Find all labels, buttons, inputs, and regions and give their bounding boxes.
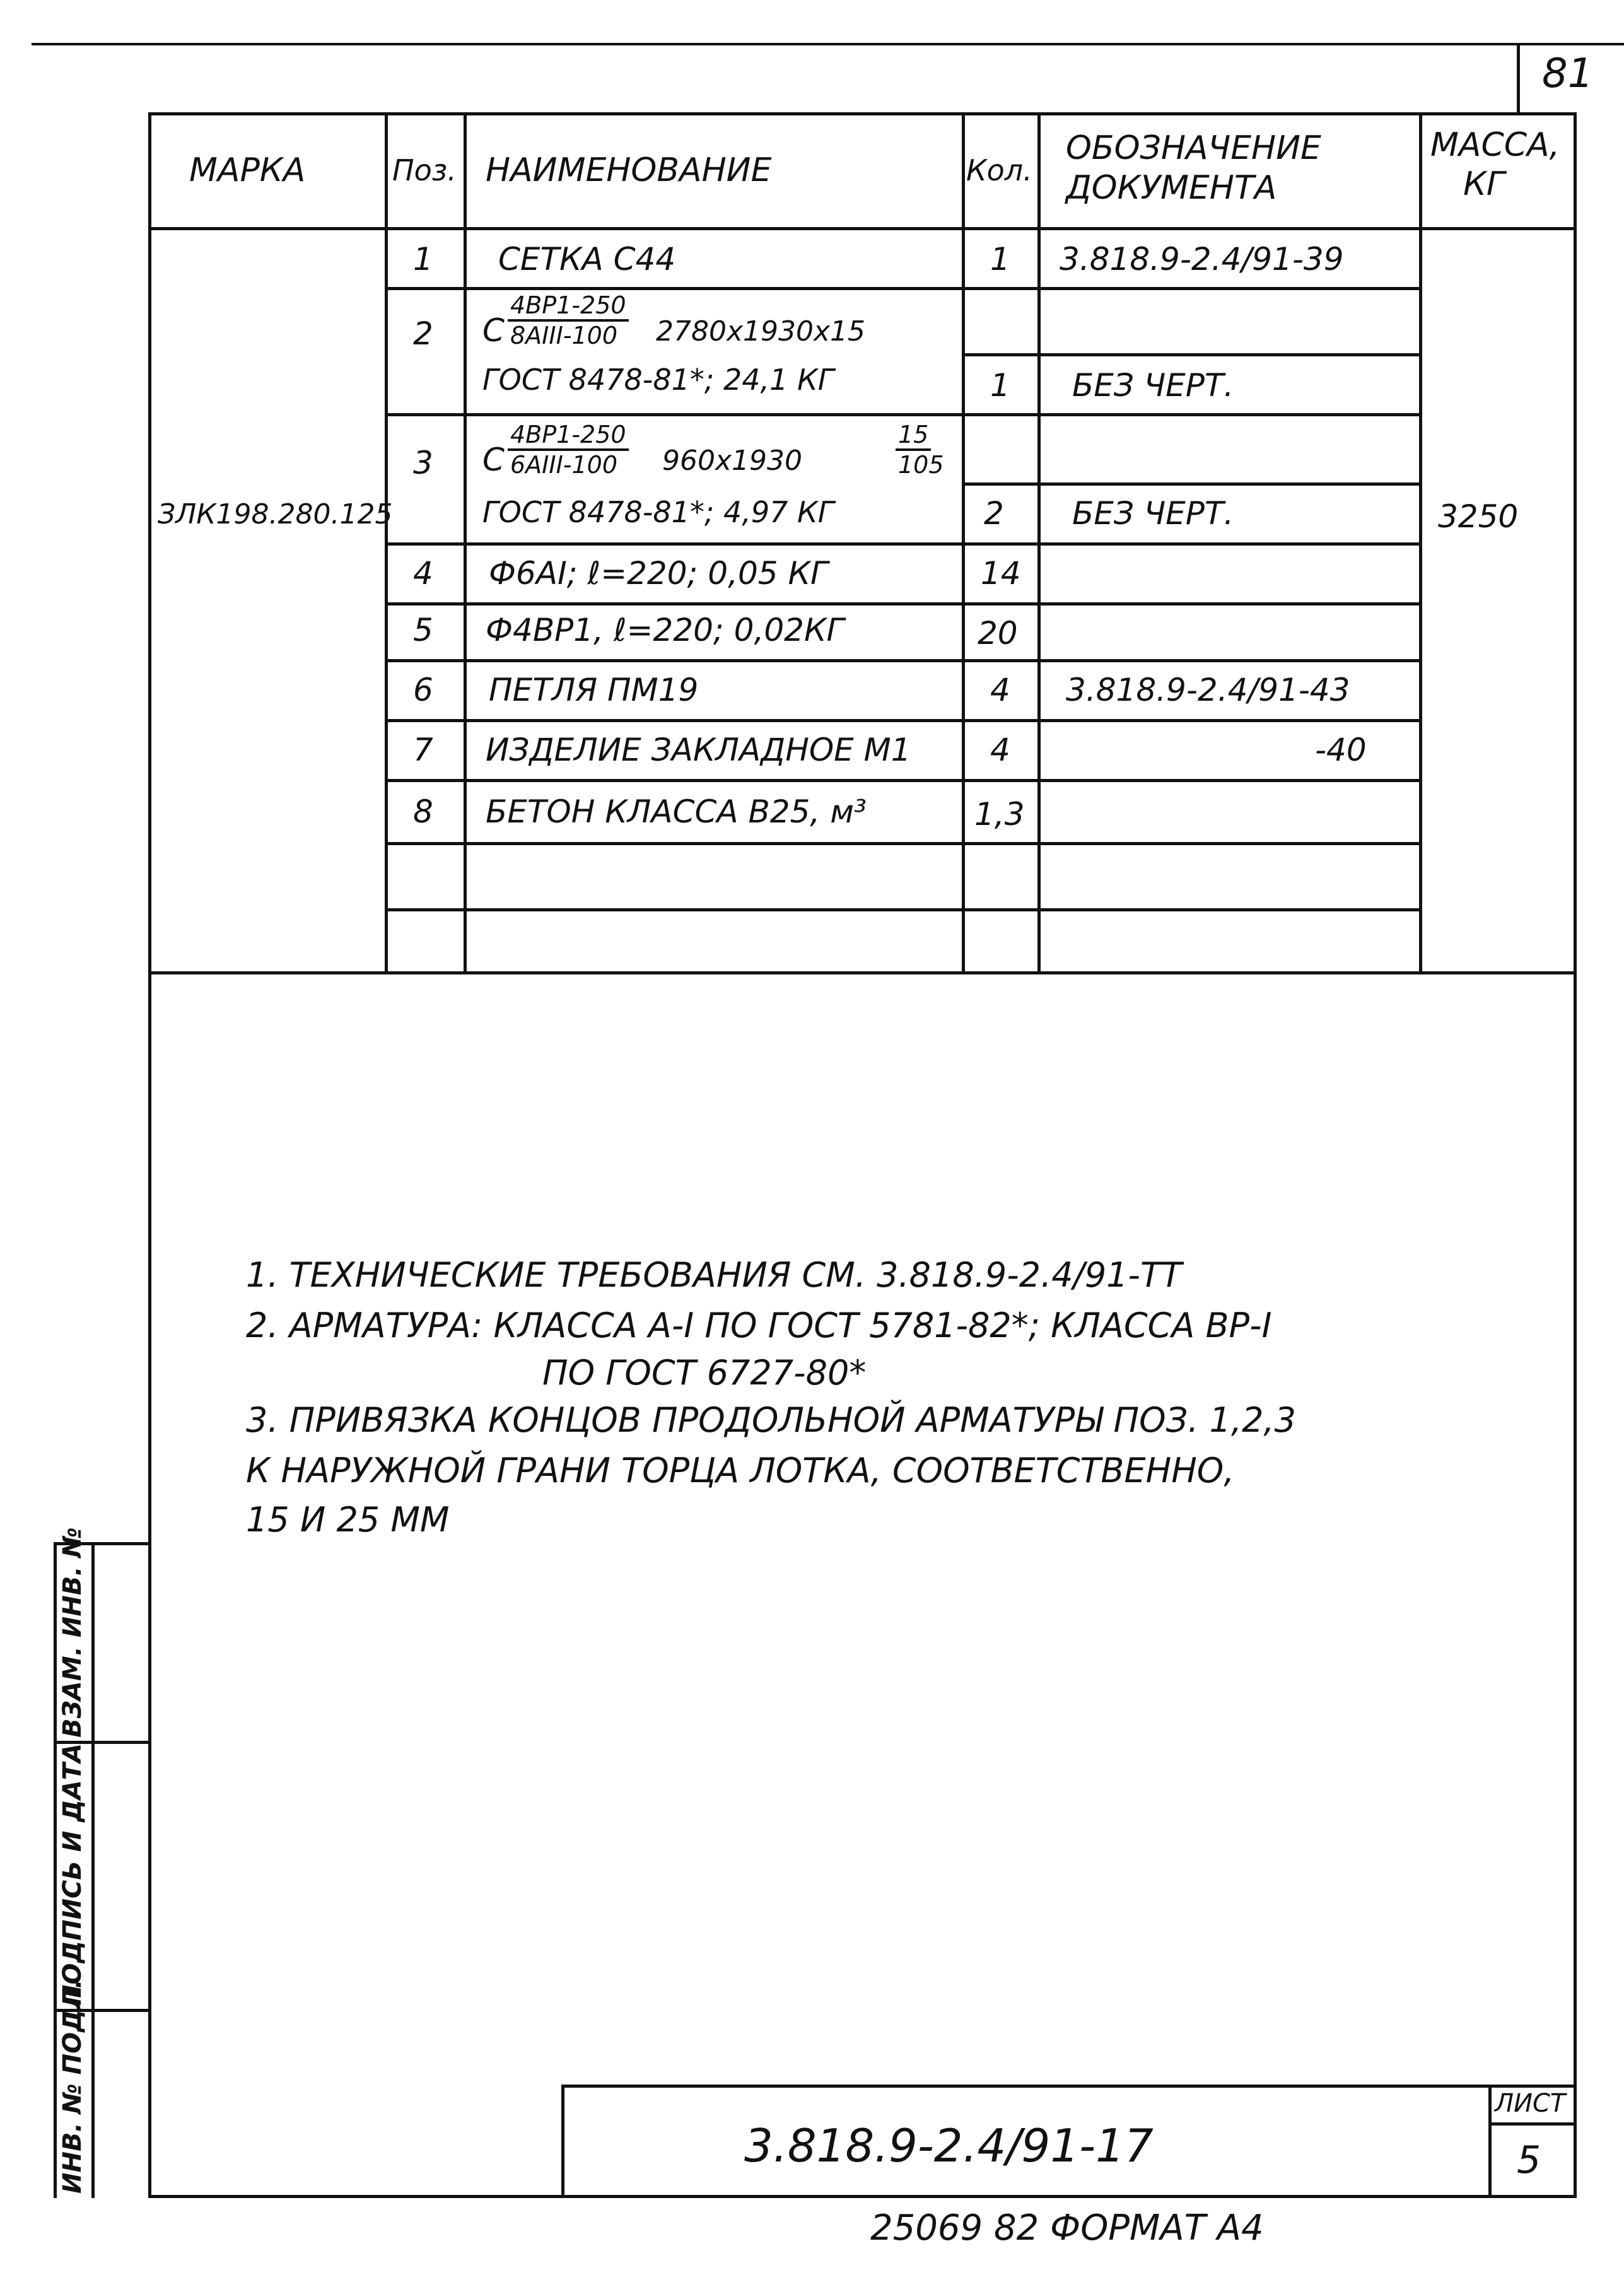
title-block-sheet-line (1488, 2122, 1577, 2126)
row3-frac2-den: 105 (898, 451, 944, 479)
row5-kol: 20 (978, 615, 1018, 652)
header-name: НАИМЕНОВАНИЕ (486, 151, 772, 189)
row-line (385, 287, 1421, 290)
header-mass-line1: МАССА, (1430, 126, 1560, 164)
frame-bottom (148, 2195, 1577, 2198)
note-3: 3. ПРИВЯЗКА КОНЦОВ ПРОДОЛЬНОЙ АРМАТУРЫ ПОЗ. 1,2,3 (246, 1400, 1296, 1440)
header-divider (148, 227, 1577, 230)
row3-frac2-num: 15 (896, 421, 931, 451)
side-stamp-outer-left (54, 1542, 57, 2198)
row3-name-prefix: С (482, 442, 505, 478)
side-stamp-inv-podl: ИНВ. № ПОДЛ. (58, 1979, 87, 2194)
row3-frac-den: 6АIII-100 (510, 451, 618, 479)
row-line (385, 719, 1421, 722)
mass-value: 3250 (1438, 498, 1519, 535)
document-designation: 3.818.9-2.4/91-17 (744, 2119, 1154, 2172)
row-line (385, 602, 1421, 605)
title-block-left (561, 2085, 564, 2198)
row3-kol: 2 (984, 495, 1004, 532)
row3-poz: 3 (413, 445, 433, 481)
row2-frac-num: 4ВР1-250 (508, 291, 629, 322)
row-subline (962, 353, 1421, 356)
row3-name-line2: ГОСТ 8478-81*; 4,97 КГ (482, 495, 834, 529)
row6-doc: 3.818.9-2.4/91-43 (1066, 672, 1350, 708)
row-line (385, 908, 1421, 911)
row1-name: СЕТКА С44 (498, 241, 676, 278)
note-3-end: 15 И 25 ММ (246, 1500, 450, 1540)
header-marka: МАРКА (189, 151, 306, 189)
row1-kol: 1 (990, 241, 1010, 278)
frame-right (1574, 112, 1577, 2198)
row-subline (962, 483, 1421, 486)
note-2: 2. АРМАТУРА: КЛАССА А-I ПО ГОСТ 5781-82*; КЛАССА ВР-I (246, 1306, 1272, 1345)
side-stamp-inner (91, 1542, 95, 2198)
row5-name: Ф4ВР1, ℓ=220; 0,02КГ (486, 612, 844, 648)
row-line (385, 542, 1421, 546)
header-mass-line2: КГ (1463, 165, 1505, 203)
row6-name: ПЕТЛЯ ПМ19 (489, 672, 699, 708)
row2-kol: 1 (990, 367, 1010, 404)
row8-name: БЕТОН КЛАССА В25, м³ (486, 793, 867, 830)
row8-poz: 8 (413, 793, 433, 830)
header-kol: Кол. (966, 153, 1032, 187)
marka-value: ЗЛК198.280.125 (158, 498, 393, 530)
sheet-label: ЛИСТ (1495, 2089, 1566, 2118)
row4-poz: 4 (413, 555, 433, 592)
frame-top (148, 112, 1577, 115)
header-poz: Поз. (392, 153, 457, 187)
row2-doc: БЕЗ ЧЕРТ. (1072, 367, 1234, 404)
row2-name-suffix: 2780х1930х15 (656, 315, 866, 348)
row-line (385, 842, 1421, 845)
side-stamp-podpis: ПОДПИСЬ И ДАТА (58, 1743, 87, 2006)
row7-kol: 4 (990, 732, 1010, 768)
row-line (385, 659, 1421, 662)
note-2-cont: ПО ГОСТ 6727-80* (542, 1353, 867, 1393)
top-border-line (32, 43, 1624, 45)
note-3-cont: К НАРУЖНОЙ ГРАНИ ТОРЦА ЛОТКА, СООТВЕТСТВЕННО, (246, 1451, 1235, 1490)
row3-doc: БЕЗ ЧЕРТ. (1072, 495, 1234, 532)
row2-poz: 2 (413, 315, 433, 352)
row7-poz: 7 (413, 732, 433, 768)
row4-kol: 14 (981, 555, 1021, 592)
title-block-sheet-divider (1488, 2085, 1492, 2198)
row3-reinforcement-fraction (508, 421, 629, 479)
row1-doc: 3.818.9-2.4/91-39 (1060, 241, 1344, 278)
row2-name-line2: ГОСТ 8478-81*; 24,1 КГ (482, 363, 834, 397)
page-number-divider (1517, 44, 1520, 114)
row5-poz: 5 (413, 612, 433, 648)
row8-kol: 1,3 (974, 796, 1025, 833)
row2-reinforcement-fraction (508, 291, 629, 349)
row4-name: Ф6АI; ℓ=220; 0,05 КГ (489, 555, 828, 592)
row7-doc: -40 (1315, 732, 1367, 768)
note-1: 1. ТЕХНИЧЕСКИЕ ТРЕБОВАНИЯ СМ. 3.818.9-2.4/91-ТТ (246, 1255, 1182, 1295)
title-block-top (561, 2085, 1577, 2088)
row2-frac-den: 8АIII-100 (510, 322, 618, 349)
frame-left (148, 112, 151, 2198)
table-bottom (148, 971, 1577, 974)
row3-frac-num: 4ВР1-250 (508, 421, 629, 451)
row-line (385, 413, 1421, 416)
row7-name: ИЗДЕЛИЕ ЗАКЛАДНОЕ М1 (486, 732, 911, 768)
row6-poz: 6 (413, 672, 433, 708)
row1-poz: 1 (413, 241, 433, 278)
row2-name-prefix: С (482, 312, 505, 349)
row3-dimension-fraction (896, 421, 947, 479)
row-line (385, 779, 1421, 782)
footer-format: 25069 82 ФОРМАТ А4 (870, 2208, 1264, 2249)
page-number: 81 (1542, 50, 1594, 97)
header-doc-line2: ДОКУМЕНТА (1066, 169, 1277, 207)
row6-kol: 4 (990, 672, 1010, 708)
side-stamp-vzam: ВЗАМ. ИНВ. № (58, 1527, 87, 1738)
sheet-number: 5 (1517, 2138, 1541, 2182)
header-doc-line1: ОБОЗНАЧЕНИЕ (1066, 129, 1321, 167)
row3-name-suffix: 960х1930 (662, 445, 802, 477)
